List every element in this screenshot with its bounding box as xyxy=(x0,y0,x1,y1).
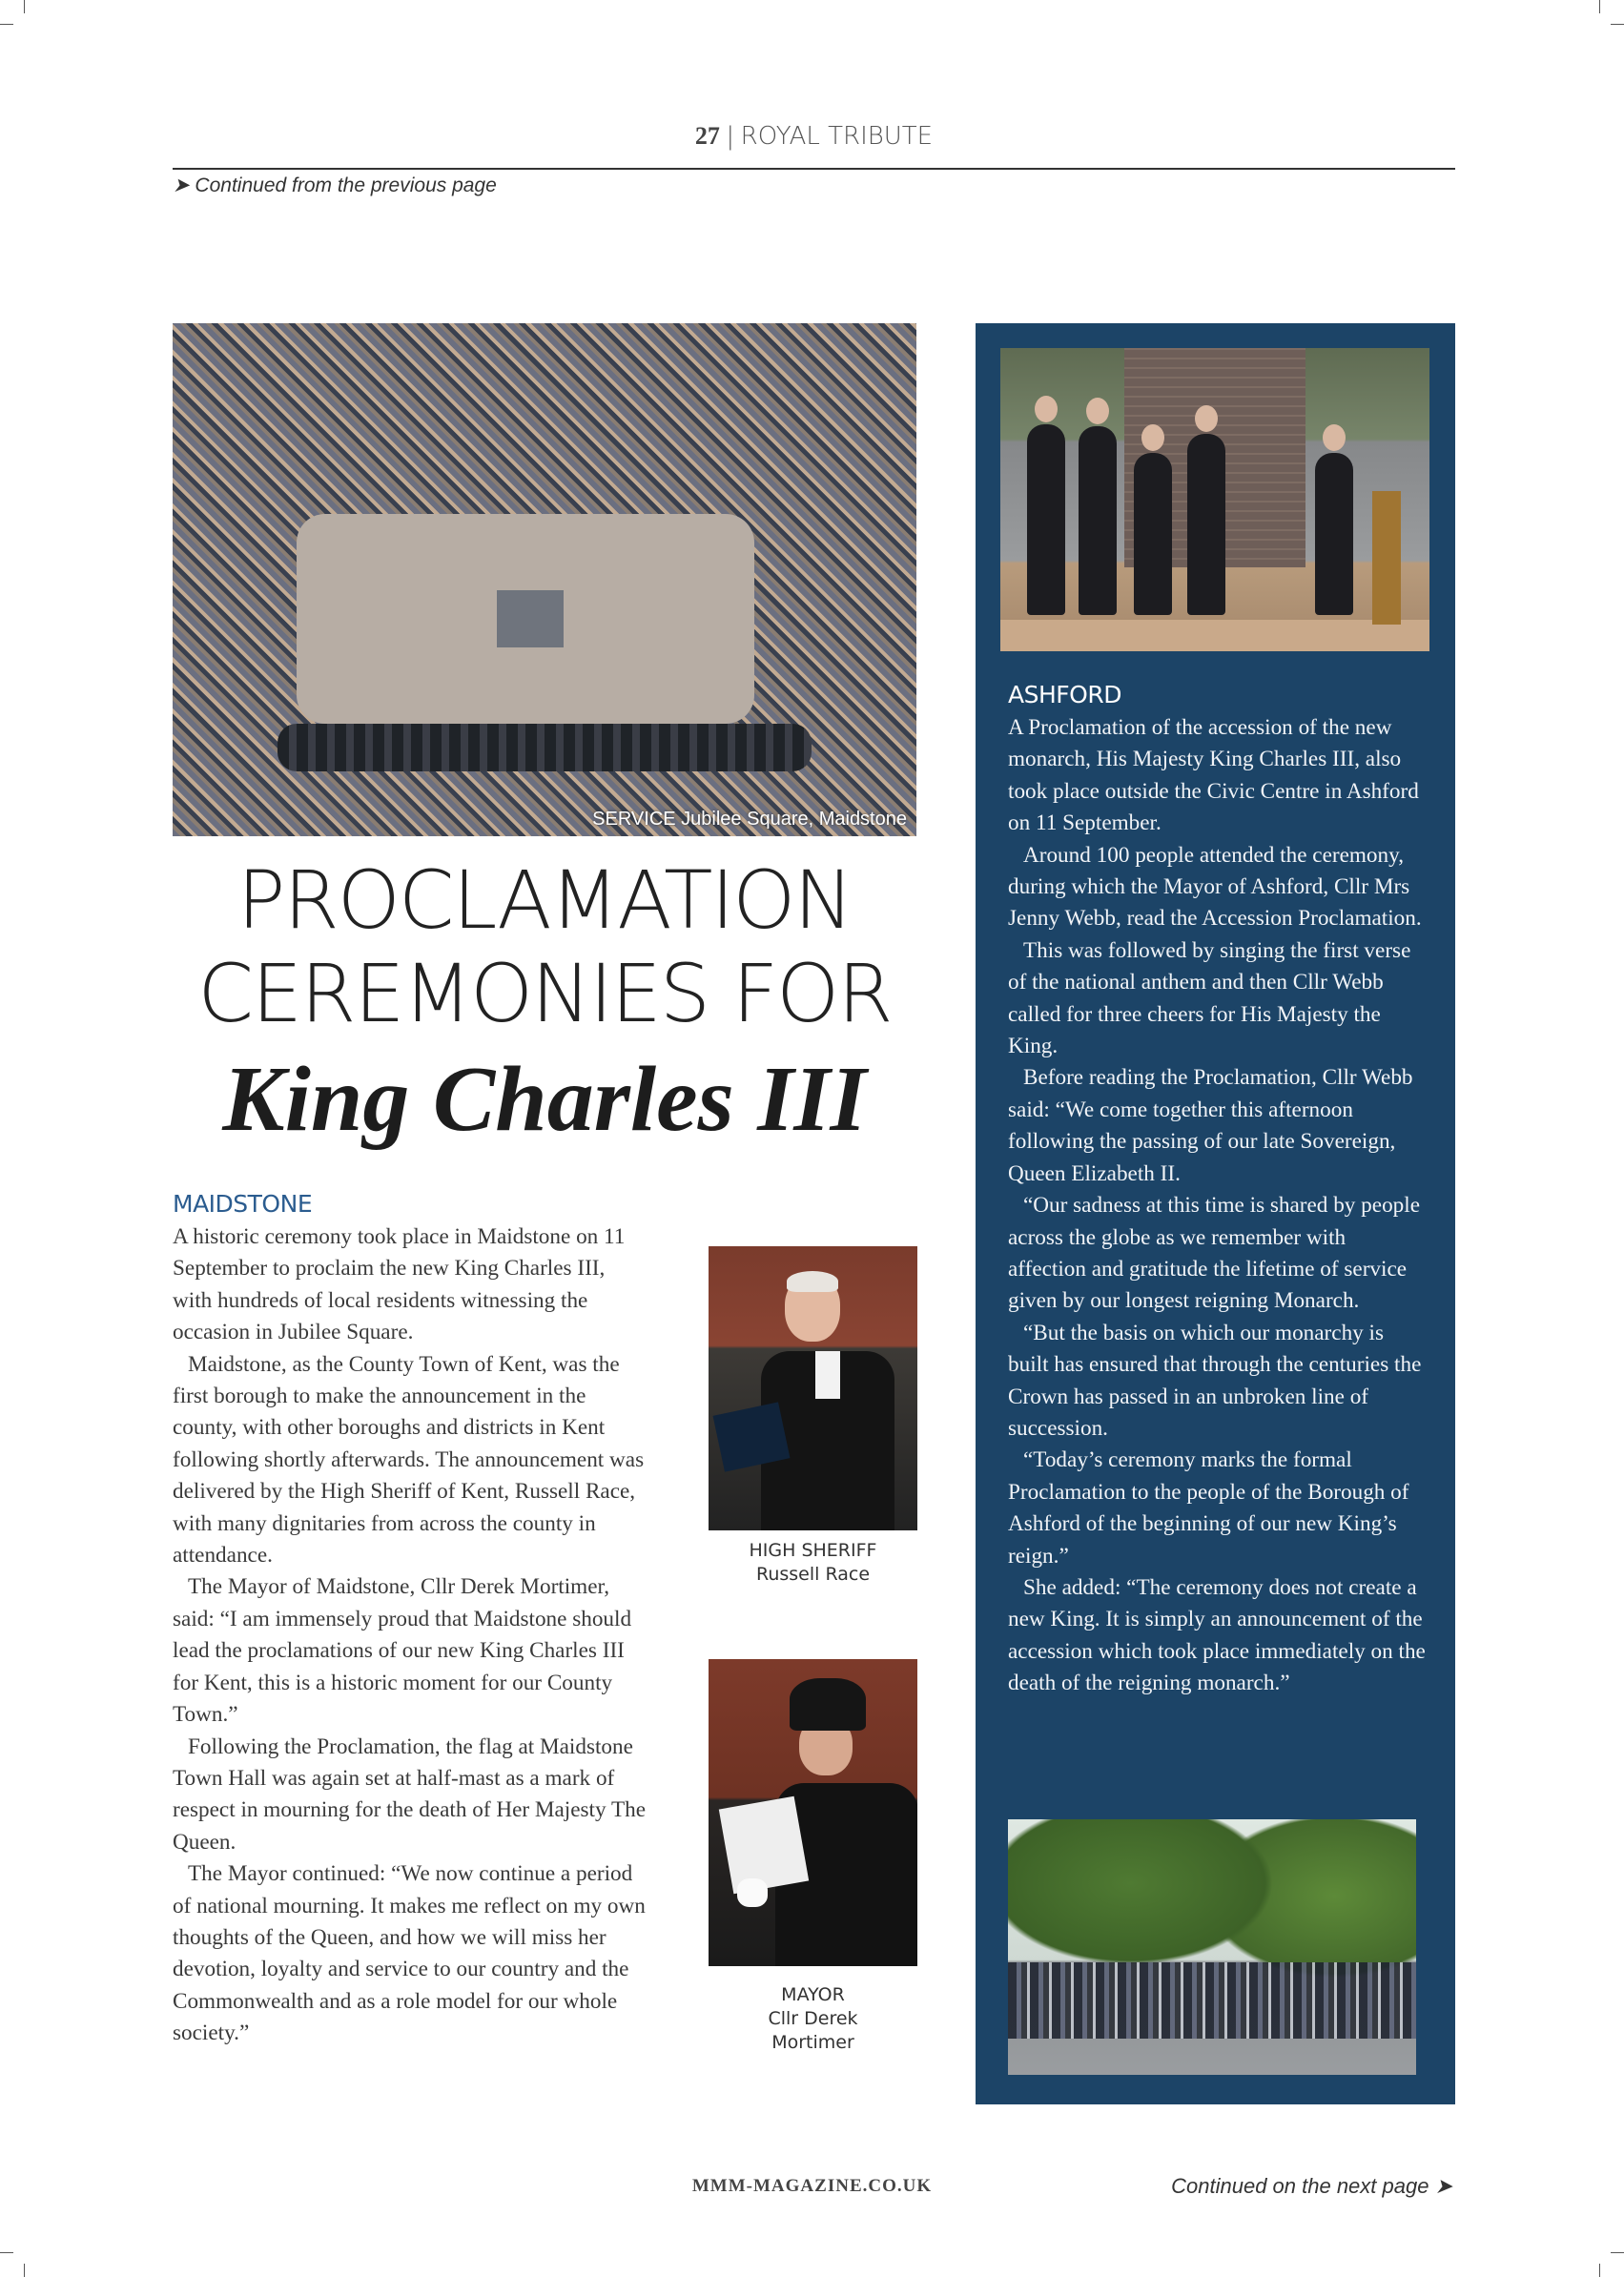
header-text xyxy=(173,122,1455,151)
crop-mark xyxy=(0,24,13,25)
ashford-body xyxy=(1008,712,1428,1700)
paragraph: She added: “The ceremony does not create a new King. It is simply an announcement of the accession which took place immediately on the death of the reigning monarch.” xyxy=(1008,1574,1426,1696)
continued-from-note: ➤ Continued from the previous page xyxy=(173,174,497,196)
figure-frill xyxy=(815,1351,840,1399)
crowd-row xyxy=(1008,1962,1416,2039)
caption-line: MAYOR xyxy=(781,1984,845,2005)
paragraph: The Mayor continued: “We now continue a period of national mourning. It makes me reflect on my own thoughts of the Queen, and how we will miss her devotion, loyalty and service to our country and the Commonwealth and as a role model for our whole society.” xyxy=(173,1861,646,2046)
caption-line: Russell Race xyxy=(755,1564,871,1585)
headline-line-2: CEREMONIES FOR xyxy=(197,947,892,1040)
jubilee-square-crowd-photo xyxy=(173,323,916,836)
caption-line: Mortimer xyxy=(771,2032,854,2053)
paragraph: The Mayor of Maidstone, Cllr Derek Mortimer, said: “I am immensely proud that Maidstone should lead the proclamations of our new King Charles III for Kent, this is a historic moment for our County Town.” xyxy=(173,1574,632,1728)
caption-line: Cllr Derek xyxy=(768,2008,858,2029)
crop-mark xyxy=(1599,2264,1600,2277)
page-header xyxy=(173,113,1455,170)
photo-caption: SERVICE Jubilee Square, Maidstone xyxy=(592,809,907,830)
crop-mark xyxy=(0,2252,13,2253)
official-figure xyxy=(1079,426,1117,615)
paragraph: Around 100 people attended the ceremony, during which the Mayor of Ashford, Cllr Mrs Jenny Webb, read the Accession Proclamation. xyxy=(1008,842,1422,932)
tricorn-hat xyxy=(790,1678,866,1731)
article-headline xyxy=(173,853,916,1157)
crop-mark xyxy=(1611,24,1624,25)
page-number: 27 xyxy=(694,122,720,150)
section-title: ROYAL TRIBUTE xyxy=(740,122,934,151)
paragraph: Before reading the Proclamation, Cllr Webb said: “We come together this afternoon following the passing of our late Sovereign, Queen Elizabeth II. xyxy=(1008,1065,1413,1186)
paragraph: “But the basis on which our monarchy is built has ensured that through the centuries the Crown has passed in an unbroken line of succession. xyxy=(1008,1320,1422,1441)
crop-mark xyxy=(1611,2252,1624,2253)
sheriff-caption xyxy=(709,1539,917,1587)
ashford-heading: ASHFORD xyxy=(1008,681,1121,708)
continued-next-note: Continued on the next page ➤ xyxy=(1171,2174,1452,2198)
mayor-caption xyxy=(709,1983,917,2055)
paragraph: “Today’s ceremony marks the formal Proclamation to the people of the Borough of Ashford of the beginning of our new King’s reign.” xyxy=(1008,1447,1409,1569)
dignitaries-row xyxy=(278,724,812,771)
white-glove xyxy=(737,1878,768,1907)
maidstone-body xyxy=(173,1221,649,2050)
stage-floor xyxy=(1000,620,1429,651)
crop-mark xyxy=(24,0,25,13)
proclamation-paper xyxy=(719,1796,809,1895)
crop-mark xyxy=(24,2264,25,2277)
official-figure xyxy=(1315,453,1353,615)
crop-mark xyxy=(1599,0,1600,13)
paragraph: Maidstone, as the County Town of Kent, was the first borough to make the announcement in the county, with other boroughs and districts in Kent following shortly afterwards. The announcement was delivered by the High Sheriff of Kent, Russell Race, with many dignitaries from across the county in attendance. xyxy=(173,1351,645,1569)
ashford-crowd-trees-photo xyxy=(1008,1819,1416,2075)
header-separator: | xyxy=(726,122,735,151)
paragraph: A Proclamation of the accession of the new monarch, His Majesty King Charles III, also took place outside the Civic Centre in Ashford on 11 September. xyxy=(1008,715,1419,836)
official-figure xyxy=(1134,453,1172,615)
high-sheriff-photo xyxy=(709,1246,917,1530)
maidstone-heading: MAIDSTONE xyxy=(173,1190,313,1218)
official-figure xyxy=(1027,424,1065,615)
mayor-photo xyxy=(709,1659,917,1966)
caption-line: HIGH SHERIFF xyxy=(749,1540,877,1561)
lectern xyxy=(1372,491,1401,625)
paragraph: This was followed by singing the first verse of the national anthem and then Cllr Webb called for three cheers for His Majesty the King. xyxy=(1008,937,1411,1059)
headline-line-1: PROCLAMATION xyxy=(236,853,853,947)
paragraph: Following the Proclamation, the flag at Maidstone Town Hall was again set at half-mast as a mark of respect in mourning for the death of Her Majesty The Queen. xyxy=(173,1733,647,1855)
stage-platform xyxy=(497,590,564,647)
paragraph: “Our sadness at this time is shared by people across the globe as we remember with affection and gratitude the lifetime of service given by our longest reigning Monarch. xyxy=(1008,1193,1420,1314)
official-figure xyxy=(1187,434,1225,615)
figure-hair xyxy=(787,1271,838,1292)
paragraph: A historic ceremony took place in Maidstone on 11 September to proclaim the new King Charles III, with hundreds of local residents witnessing the occasion in Jubilee Square. xyxy=(173,1224,626,1345)
footer-website: MMM-MAGAZINE.CO.UK xyxy=(691,2176,933,2196)
ashford-officials-photo xyxy=(1000,348,1429,651)
headline-line-3: King Charles III xyxy=(222,1048,867,1151)
